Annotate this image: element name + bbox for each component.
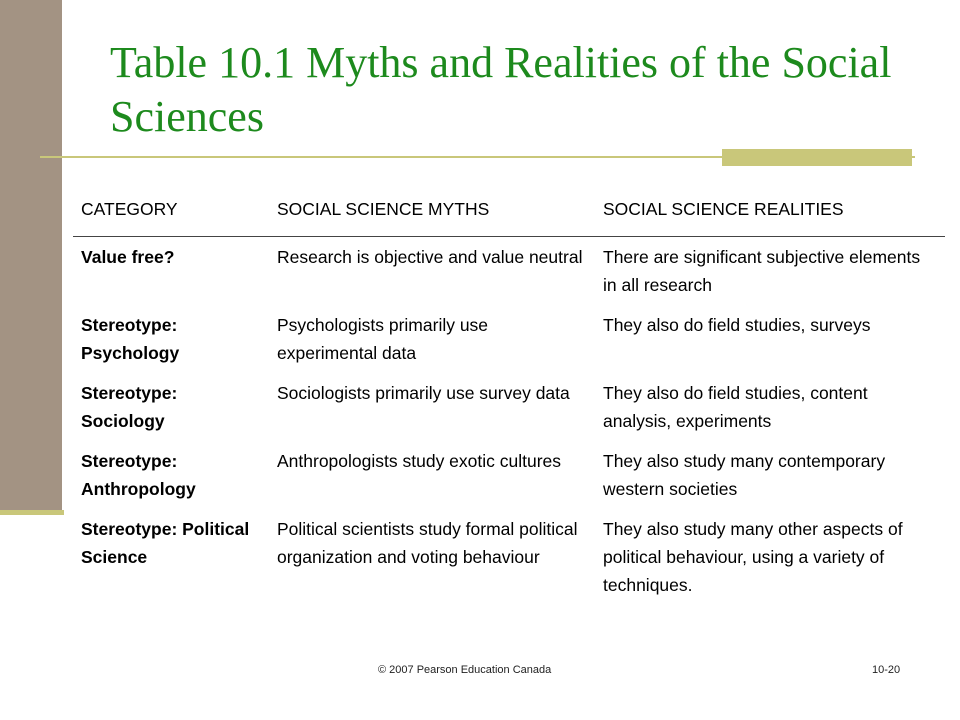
table-row <box>73 305 945 373</box>
table-header-row <box>73 186 945 237</box>
footer-copyright: © 2007 Pearson Education Canada <box>378 664 552 676</box>
cell-reality: They also do field studies, surveys <box>603 315 871 335</box>
cell-reality: There are significant subjective elements in all research <box>603 247 921 295</box>
cell-myth: Sociologists primarily use survey data <box>277 383 570 403</box>
cell-category: Stereotype: Anthropology <box>81 451 196 499</box>
header-category: CATEGORY <box>73 186 269 237</box>
table-row <box>73 509 945 605</box>
slide-title: Table 10.1 Myths and Realities of the Social Sciences <box>110 38 892 141</box>
table-row <box>73 441 945 509</box>
cell-reality: They also do field studies, content analysis, experiments <box>603 383 868 431</box>
cell-category: Stereotype: Political Science <box>81 519 250 567</box>
title-divider-block <box>722 149 912 166</box>
myths-realities-table <box>73 186 945 605</box>
page-number: 10-20 <box>872 664 901 676</box>
header-myths: SOCIAL SCIENCE MYTHS <box>269 186 595 237</box>
table-row <box>73 373 945 441</box>
table-row <box>73 237 945 306</box>
cell-category: Value free? <box>81 247 175 267</box>
side-accent-bar <box>0 0 62 512</box>
cell-myth: Research is objective and value neutral <box>277 247 583 267</box>
cell-category: Stereotype: Sociology <box>81 383 178 431</box>
cell-myth: Political scientists study formal political organization and voting behaviour <box>277 519 578 567</box>
cell-category: Stereotype: Psychology <box>81 315 180 363</box>
cell-reality: They also study many other aspects of political behaviour, using a variety of techniques. <box>603 519 903 595</box>
header-realities: SOCIAL SCIENCE REALITIES <box>595 186 945 237</box>
cell-reality: They also study many contemporary western societies <box>603 451 886 499</box>
side-accent-bar-edge <box>0 510 64 515</box>
cell-myth: Anthropologists study exotic cultures <box>277 451 562 471</box>
cell-myth: Psychologists primarily use experimental data <box>277 315 489 363</box>
